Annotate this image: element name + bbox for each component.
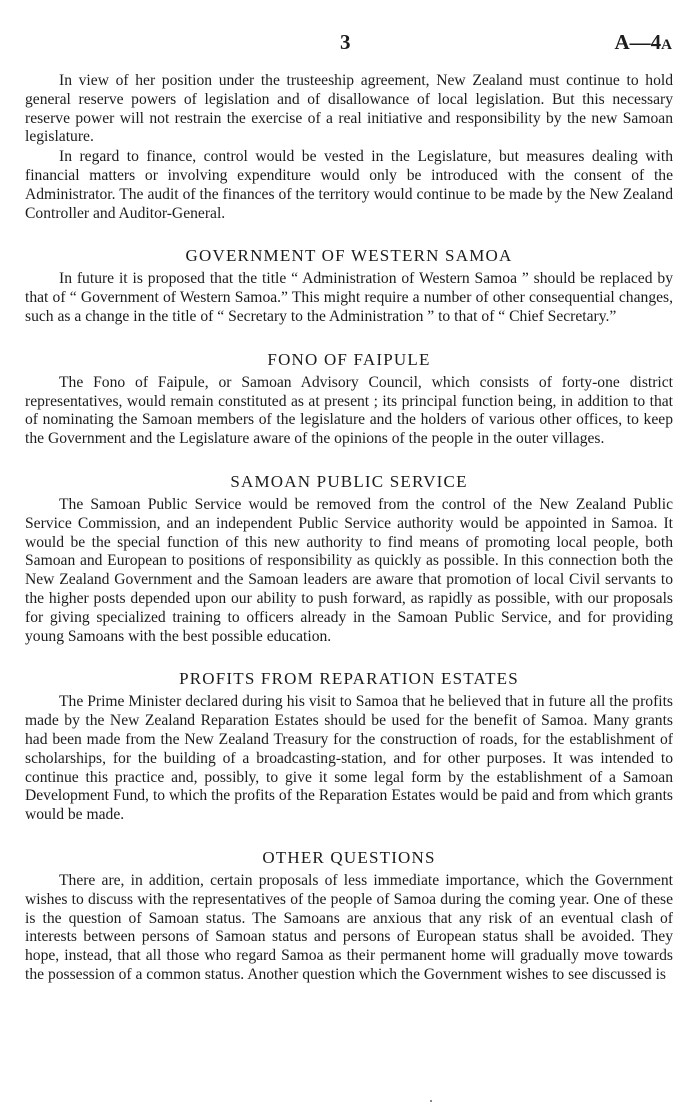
document-body (25, 72, 673, 985)
heading-profits-from-reparation-estates: PROFITS FROM REPARATION ESTATES (179, 669, 519, 689)
heading-fono-of-faipule: FONO OF FAIPULE (267, 349, 431, 369)
paragraph-profits: The Prime Minister declared during his visit to Samoa that he believed that in future all the profits made by the New Zealand Reparation Estates should be used for the benefit of Samoa. Many grants had been made from the New Zealand Treasury for the construction of roads, for the establishment of scholarships, for the building of a broadcasting-station, and for other purposes. It was intended to continue this practice and, possibly, to give it some legal form by the establishment of a Samoan Development Fund, to which the profits of the Reparation Estates would be paid and from which grants would be made. (25, 693, 673, 824)
scan-speck (430, 1100, 432, 1102)
intro-paragraph-1: In view of her position under the trusteeship agreement, New Zealand must continue to hold general reserve powers of legislation and of disallowance of local legislation. But this necessary reserve power will not restrain the exercise of a real initiative and responsibility by the new Samoan legislature. (25, 72, 673, 146)
paragraph-government: In future it is proposed that the title “ Administration of Western Samoa ” should be replaced by that of “ Government of Western Samoa.” This might require a number of other consequential changes, such as a change in the title of “ Secretary to the Administration ” to that of “ Chief Secretary.” (25, 270, 673, 325)
intro-paragraph-2: In regard to finance, control would be vested in the Legislature, but measures dealing with financial matters or involving expenditure would only be introduced with the consent of the Administrator. The audit of the finances of the territory would continue to be made by the New Zealand Controller and Auditor-General. (25, 148, 673, 222)
heading-samoan-public-service: SAMOAN PUBLIC SERVICE (230, 471, 468, 491)
page-header (0, 30, 700, 56)
page-number: 3 (340, 30, 351, 54)
heading-other-questions: OTHER QUESTIONS (262, 847, 436, 867)
doc-ref-suffix: A (661, 37, 672, 53)
heading-government-of-western-samoa: GOVERNMENT OF WESTERN SAMOA (185, 246, 513, 266)
paragraph-public-service: The Samoan Public Service would be removed from the control of the New Zealand Public Service Commission, and an independent Public Service authority would be appointed in Samoa. It would be the special function of this new authority to find means of promoting local people, both Samoan and European to positions of responsibility as quickly as possible. In this connection both the New Zealand Government and the Samoan leaders are aware that promotion of local Civil servants to the higher posts depended upon our ability to push forward, as rapidly as possible, with our proposals for giving specialized training to officers already in the Samoan Public Service, and for providing young Samoans with the best possible education. (25, 495, 673, 645)
doc-ref-main: A—4 (614, 30, 662, 54)
document-reference (614, 30, 672, 55)
paragraph-other-questions: There are, in addition, certain proposals of less immediate importance, which the Government wishes to discuss with the representatives of the people of Samoa during the coming year. One of these is the question of Samoan status. The Samoans are anxious that any risk of an eventual clash of interests between persons of Samoan status and persons of European status shall be avoided. They hope, instead, that all those who regard Samoa as their permanent home will gradually move towards the possession of a common status. Another question which the Government wishes to see discussed is (25, 871, 673, 983)
paragraph-fono: The Fono of Faipule, or Samoan Advisory Council, which consists of forty-one district representatives, would remain constituted as at present ; its principal function being, in addition to that of nominating the Samoan members of the legislature and the holders of various other offices, to keep the Government and the Legislature aware of the opinions of the people in the outer villages. (25, 373, 673, 448)
